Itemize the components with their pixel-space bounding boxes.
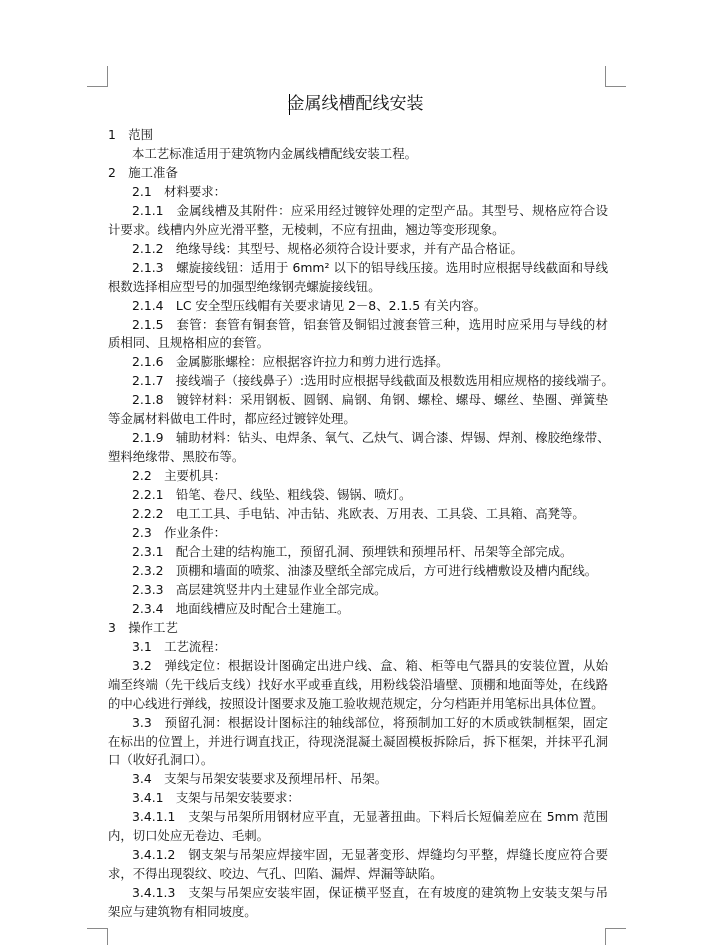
text-line[interactable]: 2.3 作业条件：: [132, 525, 227, 541]
corner-mark-bottom-right-v: [605, 928, 606, 945]
corner-mark-bottom-left-h: [87, 928, 108, 929]
document-body[interactable]: [108, 126, 614, 922]
text-line[interactable]: 2.3.3 高层建筑竖井内土建显作业全部完成。: [132, 581, 387, 597]
text-line[interactable]: 3.4.1.3 支架与吊架应安装牢固，保证横平竖直，在有坡度的建筑物上安装支架与吊: [132, 885, 608, 901]
text-line[interactable]: 1 范围: [108, 127, 154, 142]
text-line[interactable]: 2.2 主要机具：: [132, 468, 227, 484]
text-line[interactable]: 根数选择相应型号的加强型绝缘钢壳螺旋接线钮。: [108, 278, 381, 294]
text-line[interactable]: 3.1 工艺流程：: [132, 638, 227, 654]
text-line[interactable]: 2.1.3 螺旋接线钮：适用于 6mm² 以下的铝导线压接。选用时应根据导线截面和导线: [132, 259, 608, 275]
text-line[interactable]: 3.4.1 支架与吊架安装要求：: [132, 790, 300, 806]
text-line[interactable]: 2.3.1 配合土建的结构施工，预留孔洞、预埋铁和预埋吊杆、吊架等全部完成。: [132, 543, 573, 559]
text-line[interactable]: 2.3.4 地面线槽应及时配合土建施工。: [132, 600, 350, 616]
text-line[interactable]: 内，切口处应无卷边、毛刺。: [108, 828, 270, 844]
text-line[interactable]: 塑料绝缘带、黑胶布等。: [108, 449, 245, 465]
text-line[interactable]: 口（收好孔洞口）。: [108, 752, 214, 768]
text-line[interactable]: 求，不得出现裂纹、咬边、气孔、凹陷、漏焊、焊漏等缺陷。: [108, 866, 443, 882]
text-line[interactable]: 2.1.4 LC 安全型压线帽有关要求请见 2－8、2.1.5 有关内容。: [132, 297, 487, 313]
text-line[interactable]: 端至终端（先干线后支线）找好水平或垂直线，用粉线袋沿墙壁、顶棚和地面等处，在线路: [108, 676, 608, 692]
corner-mark-top-left-h: [87, 86, 108, 87]
corner-mark-top-right-h: [605, 86, 626, 87]
text-line[interactable]: 2.2.1 铅笔、卷尺、线坠、粗线袋、锡锅、喷灯。: [132, 487, 412, 503]
text-line[interactable]: 3.4 支架与吊架安装要求及预埋吊杆、吊架。: [132, 771, 388, 787]
text-line[interactable]: 2.1.2 绝缘导线：其型号、规格必须符合设计要求，并有产品合格证。: [132, 240, 523, 256]
text-line[interactable]: 2.1.9 辅助材料：钻头、电焊条、氧气、乙炔气、调合漆、焊锡、焊剂、橡胶绝缘带、: [132, 430, 610, 446]
text-line[interactable]: 2.2.2 电工工具、手电钻、冲击钻、兆欧表、万用表、工具袋、工具箱、高凳等。: [132, 506, 585, 522]
text-line[interactable]: 本工艺标准适用于建筑物内金属线槽配线安装工程。: [132, 145, 417, 161]
text-line[interactable]: 2.1.7 接线端子（接线鼻子）:选用时应根据导线截面及根数选用相应规格的接线端子。: [132, 373, 614, 389]
text-line[interactable]: 2 施工准备: [108, 164, 178, 180]
corner-mark-bottom-left-v: [107, 928, 108, 945]
text-line[interactable]: 3.3 预留孔洞：根据设计图标注的轴线部位，将预制加工好的木质或铁制框架，固定: [132, 714, 608, 730]
corner-mark-bottom-right-h: [605, 928, 626, 929]
text-line[interactable]: 2.3.2 顶棚和墙面的喷浆、油漆及壁纸全部完成后，方可进行线槽敷设及槽内配线。: [132, 562, 598, 578]
text-line[interactable]: 3.4.1.1 支架与吊架所用钢材应平直，无显著扭曲。下料后长短偏差应在 5mm 范围: [132, 809, 608, 825]
text-line[interactable]: 的中心线进行弹线，按照设计图要求及施工验收规范规定，分匀档距并用笔标出具体位置。: [108, 695, 604, 711]
corner-mark-top-left-v: [107, 66, 108, 87]
text-line[interactable]: 2.1 材料要求：: [132, 183, 227, 199]
text-line[interactable]: 等金属材料做电工件时，都应经过镀锌处理。: [108, 411, 356, 427]
page-title[interactable]: 金属线槽配线安装: [287, 94, 424, 114]
text-line[interactable]: 质相同、且规格相应的套管。: [108, 335, 270, 351]
text-line[interactable]: 2.1.8 镀锌材料：采用钢板、圆钢、扁钢、角钢、螺栓、螺母、螺丝、垫圈、弹簧垫: [132, 392, 608, 408]
text-line[interactable]: 在标出的位置上，并进行调直找正，待现浇混凝土凝固模板拆除后，拆下框架，并抹平孔洞: [108, 733, 608, 749]
corner-mark-top-right-v: [605, 66, 606, 87]
text-line[interactable]: 3.4.1.2 钢支架与吊架应焊接牢固，无显著变形、焊缝均匀平整，焊缝长度应符合要: [132, 847, 608, 863]
text-line[interactable]: 计要求。线槽内外应光滑平整，无棱刺，不应有扭曲，翘边等变形现象。: [108, 221, 505, 237]
text-line[interactable]: 3 操作工艺: [108, 619, 178, 635]
text-line[interactable]: 2.1.1 金属线槽及其附件：应采用经过镀锌处理的定型产品。其型号、规格应符合设: [132, 202, 608, 218]
text-line[interactable]: 架应与建筑物有相同坡度。: [108, 904, 257, 920]
text-line[interactable]: 3.2 弹线定位：根据设计图确定出进户线、盒、箱、柜等电气器具的安装位置，从始: [132, 657, 608, 673]
text-line[interactable]: 2.1.6 金属膨胀螺栓：应根据容许拉力和剪力进行选择。: [132, 354, 449, 370]
text-line[interactable]: 2.1.5 套管：套管有铜套管，铝套管及铜铝过渡套管三种，选用时应采用与导线的材: [132, 316, 608, 332]
